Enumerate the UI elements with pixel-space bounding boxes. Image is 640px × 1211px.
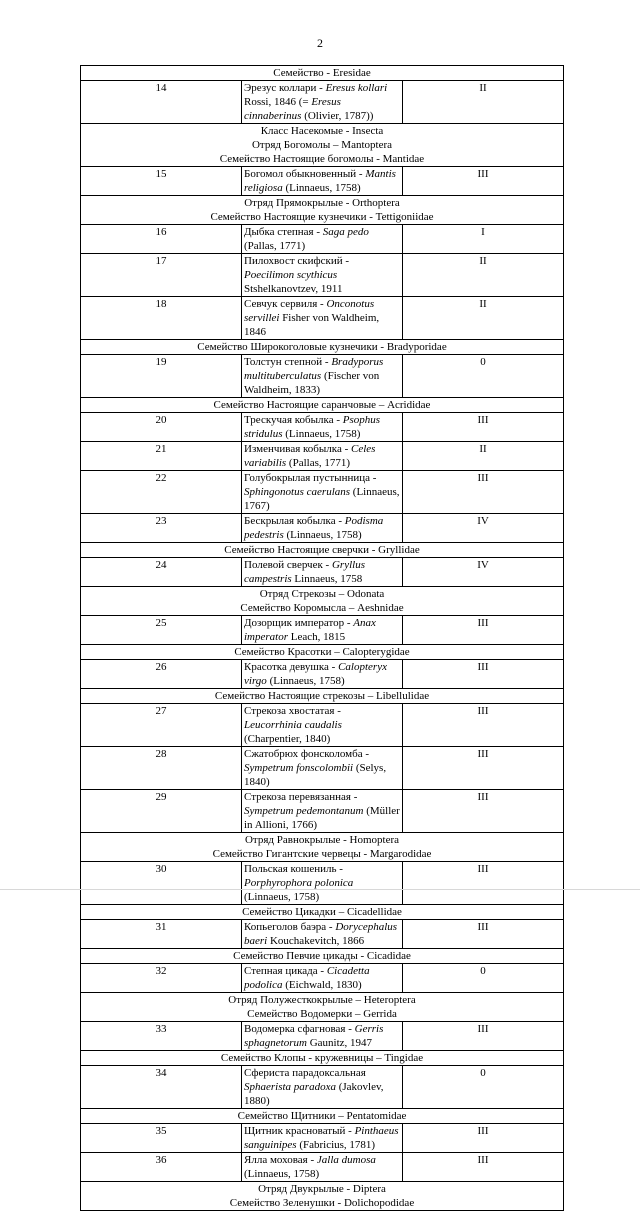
name-text: Толстун степной - — [244, 356, 332, 368]
rarity-category: II — [403, 81, 564, 124]
name-text: Стрекоза перевязанная - — [244, 791, 358, 803]
species-row — [81, 920, 564, 949]
name-text: Водомерка сфагновая - — [244, 1023, 355, 1035]
taxon-header-line: Семейство Настоящие сверчки - Gryllidae — [224, 544, 420, 556]
latin-name: Eresus cinnaberinus — [244, 96, 341, 122]
rarity-category: II — [403, 297, 564, 340]
taxon-header-row — [81, 993, 564, 1022]
species-name — [242, 1066, 403, 1109]
taxon-header-cell — [81, 340, 564, 355]
rarity-category: III — [403, 747, 564, 790]
rarity-category: III — [403, 616, 564, 645]
rarity-category: I — [403, 225, 564, 254]
species-row — [81, 355, 564, 398]
rarity-category: III — [403, 704, 564, 747]
species-number: 36 — [81, 1153, 242, 1182]
rarity-category: III — [403, 167, 564, 196]
taxon-header-row — [81, 124, 564, 167]
name-text: (Eichwald, 1830) — [282, 979, 362, 991]
latin-name: Dorycephalus baeri — [244, 921, 398, 947]
name-text: Дозорщик император - — [244, 617, 354, 629]
rarity-category: III — [403, 660, 564, 689]
species-name — [242, 747, 403, 790]
taxon-header-row — [81, 949, 564, 964]
taxon-header-cell — [81, 398, 564, 413]
taxon-header-row — [81, 1182, 564, 1211]
name-text: Fisher von Waldheim, 1846 — [244, 312, 380, 338]
taxon-header-row — [81, 66, 564, 81]
taxon-header-line: Семейство Гигантские червецы - Margarodidae — [212, 848, 432, 860]
name-text: Сжатобрюх фонсколомба - — [244, 748, 370, 760]
name-text: (Pallas, 1771) — [286, 457, 351, 469]
rarity-category: III — [403, 1022, 564, 1051]
species-row — [81, 297, 564, 340]
species-number: 32 — [81, 964, 242, 993]
species-number: 26 — [81, 660, 242, 689]
species-row — [81, 514, 564, 543]
latin-name: Sphingonotus caerulans — [244, 486, 351, 498]
species-row — [81, 1124, 564, 1153]
taxon-header-row — [81, 833, 564, 862]
species-row — [81, 1066, 564, 1109]
species-name — [242, 920, 403, 949]
taxon-header-line: Семейство Широкоголовые кузнечики - Bradyporidae — [197, 341, 447, 353]
page-number: 2 — [317, 36, 323, 50]
latin-name: Gerris sphagnetorum — [244, 1023, 384, 1049]
taxon-header-cell — [81, 645, 564, 660]
species-row — [81, 747, 564, 790]
name-text: (Linnaeus, 1758) — [266, 675, 345, 687]
taxon-header-cell — [81, 1051, 564, 1066]
name-text: Богомол обыкновенный - — [244, 168, 366, 180]
taxon-header-line: Семейство Певчие цикады - Cicadidae — [233, 950, 411, 962]
species-number: 19 — [81, 355, 242, 398]
name-text: Эрезус коллари - — [244, 82, 326, 94]
taxon-header-line: Семейство Клопы - кружевницы – Tingidae — [220, 1052, 424, 1064]
name-text: Бескрылая кобылка - — [244, 515, 345, 527]
species-name — [242, 413, 403, 442]
latin-name: Onconotus servillei — [244, 298, 375, 324]
species-name — [242, 167, 403, 196]
rarity-category: III — [403, 1153, 564, 1182]
name-text: (Olivier, 1787)) — [301, 110, 374, 122]
species-name — [242, 704, 403, 747]
species-row — [81, 471, 564, 514]
taxon-header-line: Семейство - Eresidae — [273, 67, 371, 79]
species-row — [81, 862, 564, 905]
rarity-category: III — [403, 1124, 564, 1153]
taxon-header-line: Отряд Равнокрылые - Homoptera — [244, 834, 400, 846]
rarity-category: III — [403, 413, 564, 442]
taxon-header-row — [81, 587, 564, 616]
species-number: 31 — [81, 920, 242, 949]
name-text: Ялла моховая - — [244, 1154, 317, 1166]
rarity-category: III — [403, 862, 564, 905]
species-number: 22 — [81, 471, 242, 514]
species-number: 29 — [81, 790, 242, 833]
rarity-category: III — [403, 920, 564, 949]
species-table — [80, 65, 564, 1211]
taxon-header-line: Семейство Настоящие кузнечики - Tettigoniidae — [210, 211, 434, 223]
name-text: (Fabricius, 1781) — [296, 1139, 376, 1151]
rarity-category: III — [403, 790, 564, 833]
taxon-header-line: Семейство Щитники – Pentatomidae — [237, 1110, 407, 1122]
latin-name: Bradyporus multituberculatus — [244, 356, 384, 382]
name-text: Стрекоза хвостатая - — [244, 705, 341, 717]
latin-name: Cicadetta podolica — [244, 965, 370, 991]
name-text: (Jakovlev, 1880) — [244, 1081, 384, 1107]
species-row — [81, 964, 564, 993]
species-number: 30 — [81, 862, 242, 905]
taxon-header-row — [81, 340, 564, 355]
species-number: 24 — [81, 558, 242, 587]
latin-name: Poecilimon scythicus — [244, 269, 338, 281]
name-text: (Linnaeus, 1758) — [244, 891, 320, 903]
name-text: (Selys, 1840) — [244, 762, 387, 788]
taxon-header-line: Отряд Двукрылые - Diptera — [258, 1183, 386, 1195]
taxon-header-line: Отряд Богомолы – Mantoptera — [251, 139, 393, 151]
taxon-header-line: Семейство Настоящие саранчовые – Acrididae — [213, 399, 431, 411]
name-text: Stshelkanovtzev, 1911 — [244, 283, 343, 295]
species-number: 25 — [81, 616, 242, 645]
species-row — [81, 558, 564, 587]
taxon-header-line: Семейство Настоящие стрекозы – Libellulidae — [214, 690, 430, 702]
latin-name: Sympetrum fonscolombii — [244, 762, 354, 774]
taxon-header-row — [81, 196, 564, 225]
name-text: (Linnaeus, 1758) — [282, 182, 361, 194]
taxon-header-row — [81, 1109, 564, 1124]
latin-name: Gryllus campestris — [244, 559, 365, 585]
latin-name: Sympetrum pedemontanum — [244, 805, 364, 817]
name-text: (Linnaeus, 1758) — [282, 428, 361, 440]
species-name — [242, 558, 403, 587]
name-text: Дыбка степная - — [244, 226, 323, 238]
rarity-category: 0 — [403, 1066, 564, 1109]
species-name — [242, 1153, 403, 1182]
species-row — [81, 660, 564, 689]
species-name — [242, 514, 403, 543]
species-row — [81, 616, 564, 645]
species-name — [242, 616, 403, 645]
species-number: 34 — [81, 1066, 242, 1109]
species-name — [242, 442, 403, 471]
taxon-header-row — [81, 1051, 564, 1066]
species-row — [81, 167, 564, 196]
latin-name: Pinthaeus sanguinipes — [244, 1125, 399, 1151]
species-name — [242, 1022, 403, 1051]
rarity-category: III — [403, 471, 564, 514]
name-text: Сфериста парадоксальная — [244, 1067, 366, 1079]
name-text: Красотка девушка - — [244, 661, 339, 673]
species-number: 27 — [81, 704, 242, 747]
taxon-header-row — [81, 398, 564, 413]
name-text: Севчук сервиля - — [244, 298, 327, 310]
species-row — [81, 225, 564, 254]
latin-name: Celes variabilis — [244, 443, 376, 469]
rarity-category: IV — [403, 514, 564, 543]
taxon-header-line: Отряд Полужесткокрылые – Heteroptera — [228, 994, 416, 1006]
name-text: Копьеголов баэра - — [244, 921, 336, 933]
taxon-header-line: Семейство Красотки – Calopterygidae — [234, 646, 410, 658]
species-name — [242, 862, 403, 905]
species-name — [242, 660, 403, 689]
latin-name: Leucorrhinia caudalis — [244, 719, 342, 731]
species-table-body — [81, 66, 564, 1211]
taxon-header-line: Класс Насекомые - Insecta — [260, 125, 384, 137]
taxon-header-cell — [81, 1109, 564, 1124]
latin-name: Calopteryx virgo — [244, 661, 387, 687]
species-name — [242, 355, 403, 398]
species-name — [242, 790, 403, 833]
taxon-header-cell — [81, 196, 564, 225]
species-number: 35 — [81, 1124, 242, 1153]
species-name — [242, 964, 403, 993]
rarity-category: II — [403, 442, 564, 471]
name-text: Gaunitz, 1947 — [306, 1037, 373, 1049]
latin-name: Jalla dumosa — [316, 1154, 376, 1166]
taxon-header-cell — [81, 124, 564, 167]
species-row — [81, 81, 564, 124]
species-row — [81, 704, 564, 747]
species-number: 17 — [81, 254, 242, 297]
latin-name: Anax imperator — [244, 617, 376, 643]
name-text: (Linnaeus, 1758) — [244, 1168, 320, 1180]
species-number: 16 — [81, 225, 242, 254]
taxon-header-cell — [81, 949, 564, 964]
taxon-header-cell — [81, 587, 564, 616]
name-text: Linnaeus, 1758 — [291, 573, 363, 585]
taxon-header-cell — [81, 905, 564, 920]
name-text: Kouchakevitch, 1866 — [267, 935, 365, 947]
taxon-header-cell — [81, 1182, 564, 1211]
name-text: Трескучая кобылка - — [244, 414, 343, 426]
taxon-header-line: Семейство Зеленушки - Dolichopodidae — [229, 1197, 415, 1209]
name-text: (Pallas, 1771) — [244, 240, 306, 252]
name-text: Rossi, 1846 (= — [244, 96, 312, 108]
species-row — [81, 1153, 564, 1182]
species-name — [242, 81, 403, 124]
latin-name: Eresus kollari — [325, 82, 388, 94]
taxon-header-cell — [81, 993, 564, 1022]
name-text: (Linnaeus, 1767) — [244, 486, 400, 512]
species-name — [242, 471, 403, 514]
taxon-header-line: Отряд Прямокрылые - Orthoptera — [244, 197, 400, 209]
latin-name: Podisma pedestris — [244, 515, 384, 541]
latin-name: Porphyrophora polonica — [244, 877, 354, 889]
species-number: 23 — [81, 514, 242, 543]
species-number: 14 — [81, 81, 242, 124]
taxon-header-cell — [81, 543, 564, 558]
name-text: Щитник красноватый - — [244, 1125, 355, 1137]
rarity-category: 0 — [403, 964, 564, 993]
name-text: (Müller in Allioni, 1766) — [244, 805, 400, 831]
name-text: (Charpentier, 1840) — [244, 733, 331, 745]
latin-name: Psophus stridulus — [244, 414, 381, 440]
name-text: Степная цикада - — [244, 965, 327, 977]
species-row — [81, 1022, 564, 1051]
taxon-header-row — [81, 645, 564, 660]
species-number: 33 — [81, 1022, 242, 1051]
rarity-category: 0 — [403, 355, 564, 398]
species-row — [81, 790, 564, 833]
taxon-header-line: Семейство Водомерки – Gerrida — [247, 1008, 397, 1020]
taxon-header-row — [81, 543, 564, 558]
scan-edge-line — [0, 889, 640, 890]
name-text: Полевой сверчек - — [244, 559, 332, 571]
taxon-header-line: Отряд Стрекозы – Odonata — [259, 588, 385, 600]
taxon-header-line: Семейство Настоящие богомолы - Mantidae — [219, 153, 425, 165]
taxon-header-line: Семейство Цикадки – Cicadellidae — [242, 906, 402, 918]
species-name — [242, 254, 403, 297]
species-row — [81, 413, 564, 442]
species-number: 28 — [81, 747, 242, 790]
species-number: 15 — [81, 167, 242, 196]
taxon-header-cell — [81, 66, 564, 81]
taxon-header-row — [81, 689, 564, 704]
species-name — [242, 225, 403, 254]
species-number: 20 — [81, 413, 242, 442]
latin-name: Mantis religiosa — [244, 168, 396, 194]
latin-name: Saga pedo — [322, 226, 369, 238]
name-text: (Fischer von Waldheim, 1833) — [244, 370, 380, 396]
species-name — [242, 1124, 403, 1153]
rarity-category: II — [403, 254, 564, 297]
taxon-header-row — [81, 905, 564, 920]
species-number: 21 — [81, 442, 242, 471]
name-text: Изменчивая кобылка - — [244, 443, 352, 455]
latin-name: Sphaerista paradoxa — [244, 1081, 336, 1093]
name-text: Пилохвост скифский - — [244, 255, 350, 267]
species-name — [242, 297, 403, 340]
rarity-category: IV — [403, 558, 564, 587]
name-text: (Linnaeus, 1758) — [283, 529, 362, 541]
taxon-header-cell — [81, 833, 564, 862]
name-text: Польская кошениль - — [244, 863, 343, 875]
taxon-header-line: Семейство Коромысла – Aeshnidae — [240, 602, 404, 614]
species-row — [81, 442, 564, 471]
name-text: Голубокрылая пустынница - — [244, 472, 377, 484]
species-row — [81, 254, 564, 297]
taxon-header-cell — [81, 689, 564, 704]
species-number: 18 — [81, 297, 242, 340]
name-text: Leach, 1815 — [288, 631, 346, 643]
